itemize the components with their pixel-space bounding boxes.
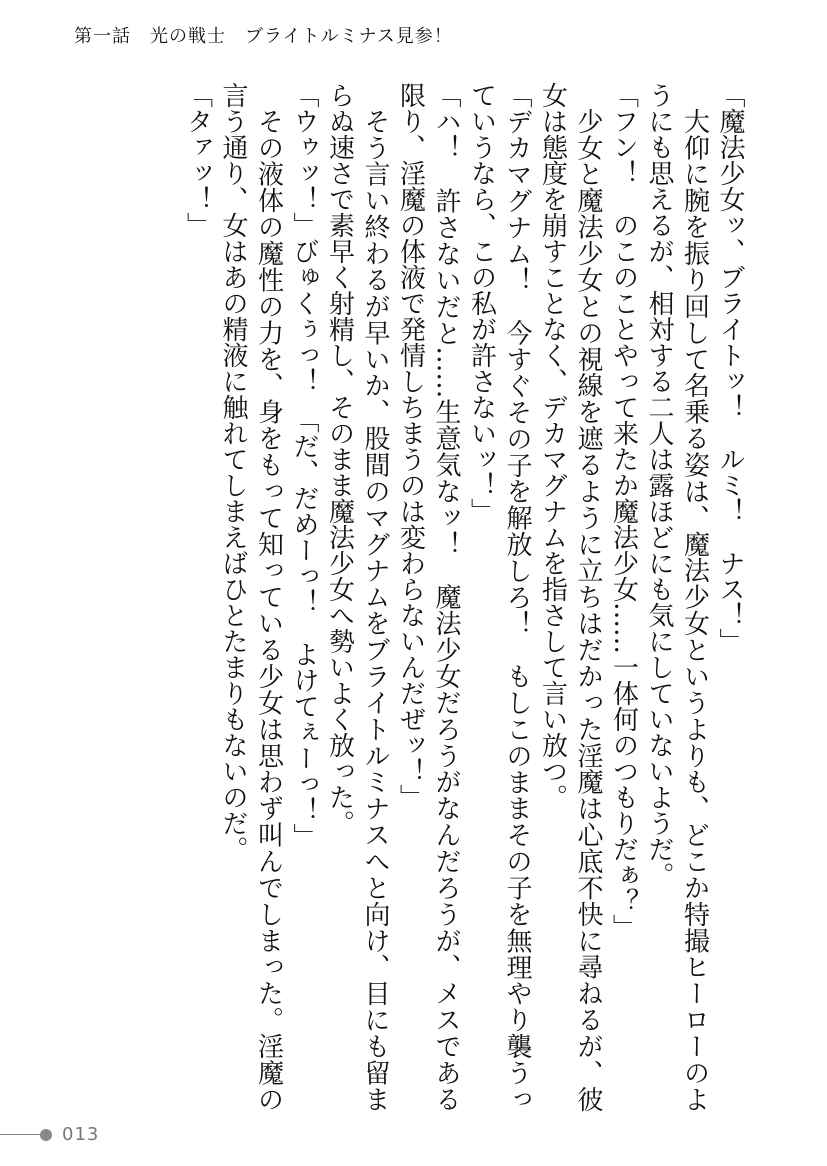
paragraph: 大仰に腕を振り回して名乗る姿は、魔法少女というよりも、どこか特撮ヒーローのようにも思えるが、相対する二人は露ほどにも気にしていないようだ。 bbox=[644, 82, 710, 1113]
page-number: 013 bbox=[62, 1124, 100, 1145]
paragraph: 「タァッ！」 bbox=[182, 82, 213, 238]
folio-dot-icon bbox=[40, 1129, 52, 1141]
paragraph: その液体の魔性の力を、身をもって知っている少女は思わず叫んでしまった。淫魔の言う通り、女はあの精液に触れてしまえばひとたまりもないのだ。 bbox=[218, 82, 284, 1113]
paragraph: 「デカマグナム！ 今すぐその子を解放しろ！ もしこのままその子を無理やり襲うっていうなら、この私が許さないッ！」 bbox=[466, 82, 532, 1112]
running-head-chapter-title: 第一話 光の戦士 ブライトルミナス見参！ bbox=[74, 26, 453, 47]
paragraph: 「フン！ のこのことやって来たか魔法少女……一体何のつもりだぁ？」 bbox=[608, 82, 639, 940]
body-text bbox=[179, 82, 747, 1112]
paragraph: 「ハ！ 許さないだと……生意気なッ！ 魔法少女だろうがなんだろうが、メスである限り、淫魔の体液で発情しちまうのは変わらないんだぜッ！」 bbox=[395, 82, 461, 1112]
paragraph: 「魔法少女ッ、ブライトッ！ ルミ！ ナス！」 bbox=[715, 82, 745, 654]
folio bbox=[0, 1124, 140, 1146]
paragraph: 「ウゥッ！」びゅくぅっ！ 「だ、だめーっ！ よけてぇーっ！」 bbox=[289, 82, 319, 849]
folio-rule bbox=[0, 1134, 40, 1135]
paragraph: 少女と魔法少女との視線を遮るように立ちはだかった淫魔は心底不快に尋ねるが、彼女は態度を崩すことなく、デカマグナムを指さして言い放つ。 bbox=[537, 82, 603, 1113]
paragraph: そう言い終わるが早いか、股間のマグナムをブライトルミナスへと向け、目にも留まらぬ速さで素早く射精し、そのまま魔法少女へ勢いよく放った。 bbox=[324, 82, 390, 1112]
